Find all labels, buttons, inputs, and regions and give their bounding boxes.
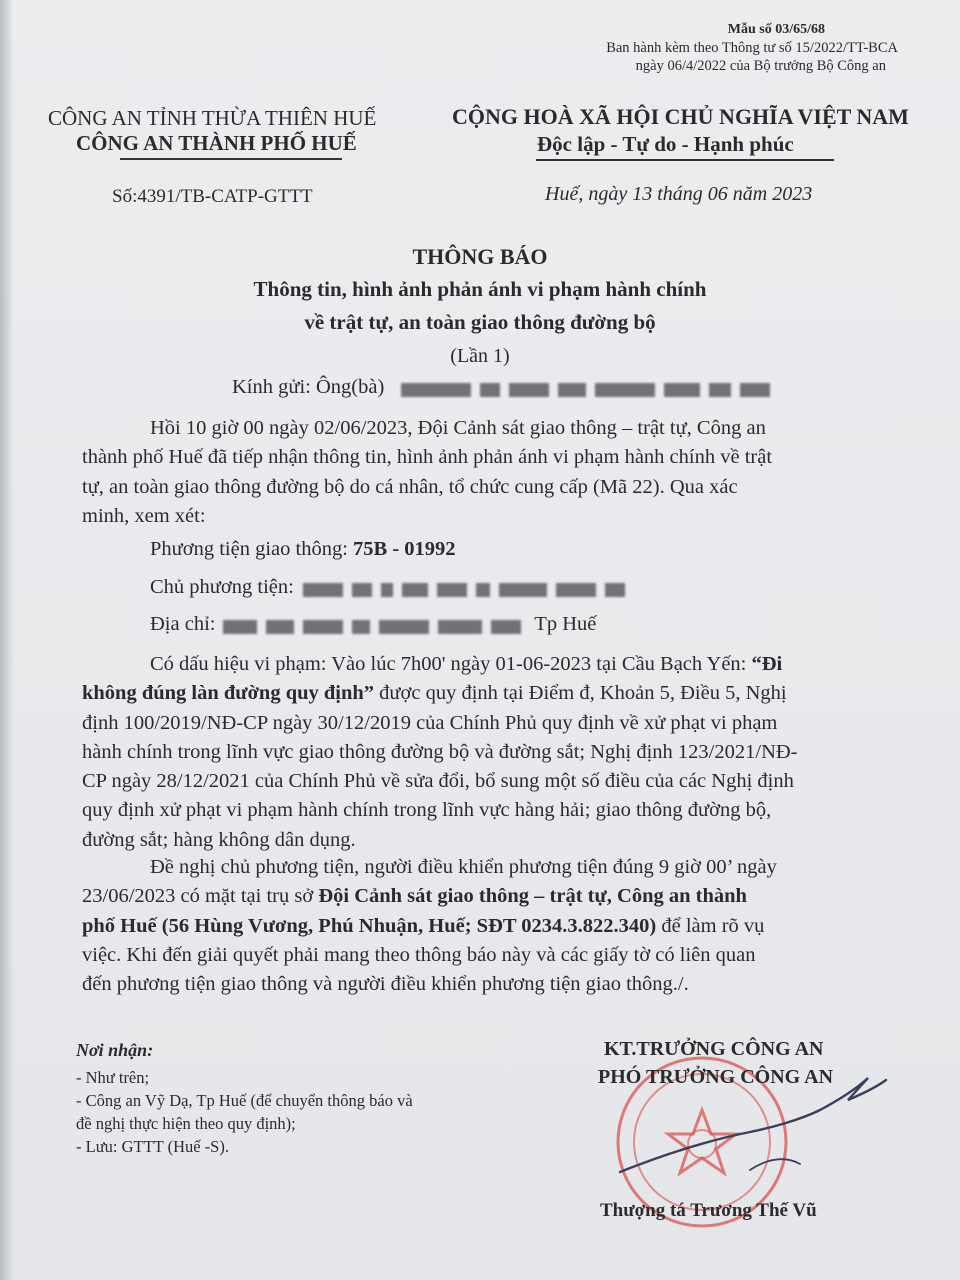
request-line: đến phương tiện giao thông và người điều khiển phương tiện giao thông./. bbox=[82, 973, 689, 996]
violation-text: được quy định tại Điểm đ, Khoản 5, Điều 5, Nghị bbox=[374, 682, 787, 705]
vehicle-line bbox=[150, 538, 456, 561]
vehicle-label: Phương tiện giao thông: bbox=[150, 538, 348, 560]
request-text: 23/06/2023 có mặt tại trụ sở bbox=[82, 885, 319, 908]
recipient-item: đề nghị thực hiện theo quy định); bbox=[76, 1114, 296, 1133]
violation-name: không đúng làn đường quy định” bbox=[82, 682, 375, 705]
address-label: Địa chỉ: bbox=[150, 613, 216, 635]
recipient-label: Kính gửi: Ông(bà) bbox=[232, 376, 385, 398]
request-line bbox=[82, 912, 906, 941]
intro-paragraph bbox=[82, 414, 906, 531]
intro-line: tự, an toàn giao thông đường bộ do cá nhân, tổ chức cung cấp (Mã 22). Qua xác bbox=[82, 475, 738, 498]
motto-underline bbox=[536, 159, 834, 161]
form-number: Mẫu số 03/65/68 bbox=[727, 22, 825, 37]
violation-line: quy định xử phạt vi phạm hành chính trong lĩnh vực hàng hải; giao thông đường bộ, bbox=[82, 799, 772, 822]
request-line: Đề nghị chủ phương tiện, người điều khiển phương tiện đúng 9 giờ 00’ ngày bbox=[150, 856, 777, 878]
request-line bbox=[82, 882, 906, 911]
agency-name: CÔNG AN THÀNH PHỐ HUẾ bbox=[76, 131, 357, 155]
address-line bbox=[150, 613, 596, 636]
request-line: việc. Khi đến giải quyết phải mang theo thông báo này và các giấy tờ có liên quan bbox=[82, 943, 756, 966]
form-reference-line-1: Ban hành kèm theo Thông tư số 15/2022/TT-BCA bbox=[606, 40, 898, 56]
subtitle-line-2: về trật tự, an toàn giao thông đường bộ bbox=[304, 310, 656, 334]
address-city: Tp Huế bbox=[534, 613, 597, 635]
intro-line: thành phố Huế đã tiếp nhận thông tin, hình ảnh phản ánh vi phạm hành chính về trật bbox=[82, 446, 773, 469]
violation-line bbox=[82, 679, 906, 708]
signatory-role-1: KT.TRƯỞNG CÔNG AN bbox=[604, 1038, 824, 1060]
violation-line bbox=[82, 650, 906, 679]
violation-line: hành chính trong lĩnh vực giao thông đường bộ và đường sắt; Nghị định 123/2021/NĐ- bbox=[82, 740, 798, 763]
police-address: phố Huế (56 Hùng Vương, Phú Nhuận, Huế; SĐT 0234.3.822.340) bbox=[82, 914, 657, 937]
recipient-item: - Công an Vỹ Dạ, Tp Huế (để chuyển thông báo và bbox=[76, 1091, 413, 1110]
redacted-recipient-name bbox=[401, 380, 779, 396]
violation-text: Có dấu hiệu vi phạm: Vào lúc 7h00' ngày 01-06-2023 tại Cầu Bạch Yến: bbox=[150, 653, 752, 675]
license-plate: 75B - 01992 bbox=[353, 538, 456, 560]
form-reference-line-2: ngày 06/4/2022 của Bộ trưởng Bộ Công an bbox=[635, 58, 886, 74]
police-office: Đội Cảnh sát giao thông – trật tự, Công an thành bbox=[318, 885, 747, 908]
recipient-item: - Lưu: GTTT (Huế -S). bbox=[76, 1137, 229, 1156]
owner-label: Chủ phương tiện: bbox=[150, 576, 294, 598]
document-title: THÔNG BÁO bbox=[412, 244, 548, 269]
national-title: CỘNG HOÀ XÃ HỘI CHỦ NGHĨA VIỆT NAM bbox=[452, 104, 909, 129]
national-motto: Độc lập - Tự do - Hạnh phúc bbox=[537, 132, 794, 156]
request-text: để làm rõ vụ bbox=[656, 914, 765, 937]
violation-line: định 100/2019/NĐ-CP ngày 30/12/2019 của Chính Phủ quy định về xử phạt vi phạm bbox=[82, 711, 778, 734]
subtitle-line-1: Thông tin, hình ảnh phản ánh vi phạm hành chính bbox=[253, 277, 707, 301]
violation-line: đường sắt; hàng không dân dụng. bbox=[82, 828, 356, 851]
intro-line: Hồi 10 giờ 00 ngày 02/06/2023, Đội Cảnh sát giao thông – trật tự, Công an bbox=[150, 417, 766, 439]
violation-line: CP ngày 28/12/2021 của Chính Phủ về sửa đổi, bổ sung một số điều của các Nghị định bbox=[82, 770, 794, 793]
recipients-title: Nơi nhận: bbox=[76, 1040, 154, 1060]
intro-line: minh, xem xét: bbox=[82, 504, 206, 527]
issue-date: Huế, ngày 13 tháng 06 năm 2023 bbox=[545, 183, 813, 205]
request-paragraph bbox=[82, 853, 906, 999]
signatory-name: Thượng tá Trương Thế Vũ bbox=[600, 1200, 817, 1221]
owner-line bbox=[150, 576, 634, 599]
violation-paragraph bbox=[82, 650, 906, 855]
recipient-item: - Như trên; bbox=[76, 1068, 150, 1087]
agency-parent: CÔNG AN TỈNH THỪA THIÊN HUẾ bbox=[48, 106, 377, 130]
attempt-number: (Lần 1) bbox=[450, 345, 510, 367]
agency-underline bbox=[120, 158, 342, 160]
redacted-address bbox=[223, 617, 530, 633]
redacted-owner-name bbox=[303, 580, 634, 596]
paper-shadow bbox=[0, 0, 14, 1280]
recipient-line bbox=[232, 376, 779, 399]
document-number: Số:4391/TB-CATP-GTTT bbox=[112, 186, 313, 207]
violation-name: “Đi bbox=[751, 653, 783, 675]
signatory-role-2: PHÓ TRƯỞNG CÔNG AN bbox=[598, 1066, 834, 1088]
